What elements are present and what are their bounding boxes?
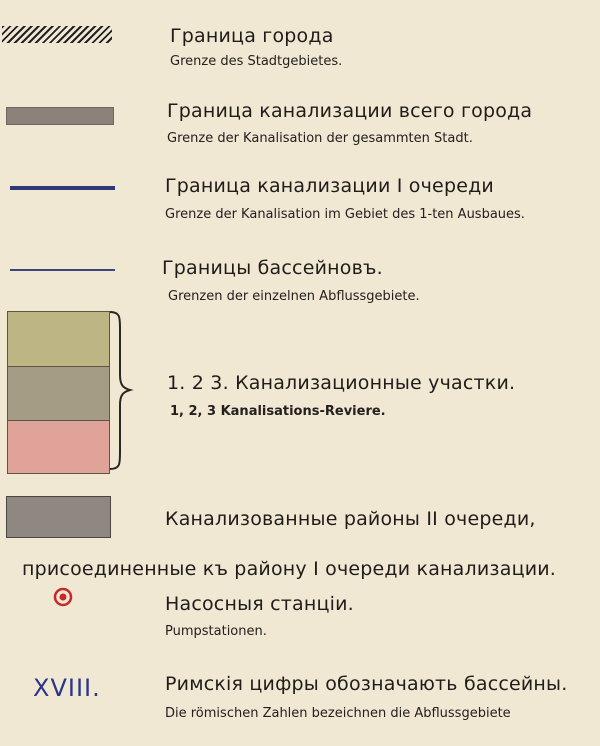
district-1-swatch xyxy=(7,311,110,367)
thin-blue-line-symbol xyxy=(10,269,115,271)
legend-ru-sewer-districts: 1. 2 3. Канализационные участки. xyxy=(167,372,516,394)
legend-ru-city-boundary: Граница города xyxy=(170,25,334,47)
legend-de-basin-boundaries: Grenzen der einzelnen Abflussgebiete. xyxy=(168,289,420,304)
legend-ru-roman-numerals: Римскія цифры обозначають бассейны. xyxy=(165,673,568,695)
second-stage-district-swatch xyxy=(6,496,111,538)
legend-de-first-stage-boundary: Grenze der Kanalisation im Gebiet des 1-ten Ausbaues. xyxy=(165,207,525,222)
hatched-city-boundary-symbol xyxy=(2,26,112,43)
legend-ru-sewer-boundary-city: Граница канализации всего города xyxy=(167,100,533,122)
legend-de-city-boundary: Grenze des Stadtgebietes. xyxy=(170,54,343,69)
district-2-swatch xyxy=(7,367,110,421)
roman-numeral-sample: XVIII. xyxy=(33,674,101,702)
legend-ru-basin-boundaries: Границы бассейновъ. xyxy=(162,257,383,279)
pump-station-icon xyxy=(53,587,73,607)
curly-brace-icon xyxy=(106,309,140,472)
district-3-swatch xyxy=(7,421,110,474)
legend-de-sewer-boundary-city: Grenze der Kanalisation der gesammten Stadt. xyxy=(167,131,473,146)
legend-de-sewer-districts: 1, 2, 3 Kanalisations-Reviere. xyxy=(170,404,386,419)
legend-ru-second-stage: Канализованные районы II очереди, xyxy=(165,508,536,530)
legend-de-roman-numerals: Die römischen Zahlen bezeichnen die Abflussgebiete xyxy=(165,706,511,721)
legend-ru-second-stage-cont: присоединенные къ району I очереди канализации. xyxy=(22,558,557,580)
legend-ru-pump-stations: Насосныя станціи. xyxy=(165,593,354,615)
legend-de-pump-stations: Pumpstationen. xyxy=(165,624,267,639)
legend-ru-first-stage-boundary: Граница канализации I очереди xyxy=(165,175,494,197)
gray-band-symbol xyxy=(6,107,114,125)
thick-blue-line-symbol xyxy=(10,186,115,190)
